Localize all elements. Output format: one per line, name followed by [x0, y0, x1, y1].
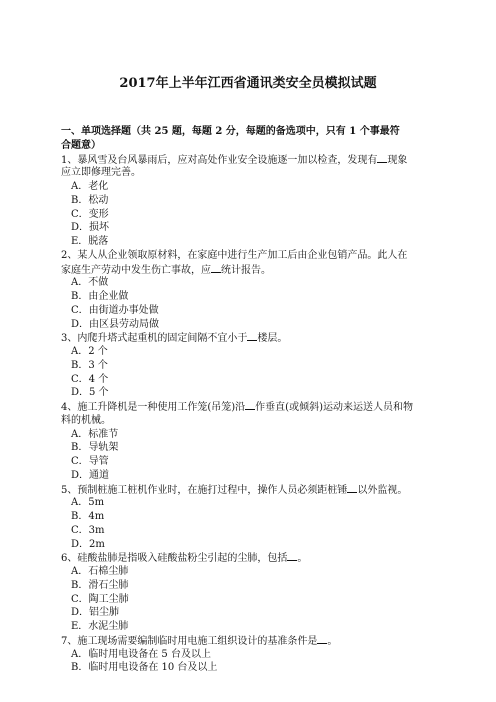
answer-option: A．老化	[71, 181, 109, 192]
section-heading-line: 合题意）	[61, 139, 101, 151]
section-heading-line: 一、单项选择题（共 25 题，每题 2 分，每题的备选项中，只有 1 个事最符	[61, 126, 400, 137]
question-stem-line	[61, 551, 433, 565]
question-stem-line	[61, 331, 433, 345]
answer-option: A．5m	[71, 497, 105, 509]
answer-option: C．变形	[71, 208, 109, 220]
answer-option: C．导管	[71, 456, 109, 467]
answer-option: A．不做	[71, 277, 109, 289]
answer-option: A．石棉尘肺	[71, 566, 129, 577]
stem-text: 2、某人从企业领取原材料，在家庭中进行生产加工后由企业包销产品。此人在	[61, 249, 408, 261]
answer-blank	[287, 551, 297, 561]
answer-option: E．脱落	[71, 236, 109, 247]
answer-blank	[211, 263, 221, 273]
answer-option: A．临时用电设备在 5 台及以上	[71, 648, 211, 660]
answer-option: C．4 个	[71, 373, 109, 385]
stem-text: 1、暴风雪及台风暴雨后，应对高处作业安全设施逐一加以检查，发现有	[61, 154, 378, 166]
question-stem-line	[61, 400, 433, 414]
answer-option: D．损坏	[71, 222, 110, 234]
stem-text: 3、内爬升塔式起重机的固定间隔不宜小于	[61, 333, 248, 345]
question-stem-line	[61, 249, 433, 263]
answer-blank	[377, 153, 387, 163]
answer-option: D．2m	[71, 538, 105, 550]
stem-text: 楼层。	[257, 333, 288, 345]
answer-option: D．通道	[71, 469, 110, 481]
stem-text: 。	[297, 553, 308, 565]
answer-option: B．松动	[71, 194, 109, 206]
stem-text: 。	[327, 635, 338, 647]
stem-text: 家庭生产劳动中发生伤亡事故，应	[61, 264, 211, 276]
answer-option: C．3m	[71, 524, 105, 536]
question-stem-line	[61, 414, 433, 428]
answer-blank	[247, 331, 257, 341]
answer-option: C．由街道办事处做	[71, 304, 159, 316]
stem-text: 料的机械。	[61, 414, 111, 426]
question-stem-line	[61, 153, 433, 167]
answer-option: D．5 个	[71, 387, 109, 399]
answer-option: B．临时用电设备在 10 台及以上	[71, 662, 218, 674]
stem-text: 作垂直(或倾斜)运动来运送人员和物	[255, 402, 413, 413]
answer-option: C．陶工尘肺	[71, 593, 129, 605]
stem-text: 4、施工升降机是一种使用工作笼(吊笼)沿	[61, 402, 246, 413]
answer-option: B．3 个	[71, 359, 108, 371]
answer-blank	[317, 634, 327, 644]
answer-option: B．由企业做	[71, 291, 129, 302]
stem-text: 6、硅酸盐肺是指吸入硅酸盐粉尘引起的尘肺，包括	[61, 553, 288, 565]
answer-blank	[245, 400, 255, 410]
question-stem-line	[61, 634, 433, 648]
stem-text: 7、施工现场需要编制临时用电施工组织设计的基准条件是	[61, 635, 318, 647]
question-stem-line	[61, 166, 433, 180]
answer-option: E．水泥尘肺	[71, 621, 129, 632]
stem-text: 现象	[387, 154, 408, 166]
answer-option: B．导轨架	[71, 442, 119, 454]
answer-option: D．由区县劳动局做	[71, 318, 160, 330]
answer-blank	[347, 483, 357, 493]
answer-option: A．标准节	[71, 428, 119, 440]
answer-option: D．铝尘肺	[71, 607, 120, 619]
stem-text: 统计报告。	[221, 264, 271, 276]
document-title: 2017年上半年江西省通讯类安全员模拟试题	[119, 76, 377, 91]
stem-text: 应立即修理完善。	[61, 167, 141, 179]
question-stem-line	[61, 483, 433, 497]
question-stem-line	[61, 263, 433, 277]
answer-option: A．2 个	[71, 346, 108, 357]
answer-option: B．4m	[71, 511, 105, 522]
stem-text: 5、预制桩施工桩机作业时，在施打过程中，操作人员必须距桩锤	[61, 484, 348, 496]
stem-text: 以外监视。	[357, 484, 408, 496]
document-body	[61, 125, 433, 675]
answer-option: B．滑石尘肺	[71, 579, 129, 591]
